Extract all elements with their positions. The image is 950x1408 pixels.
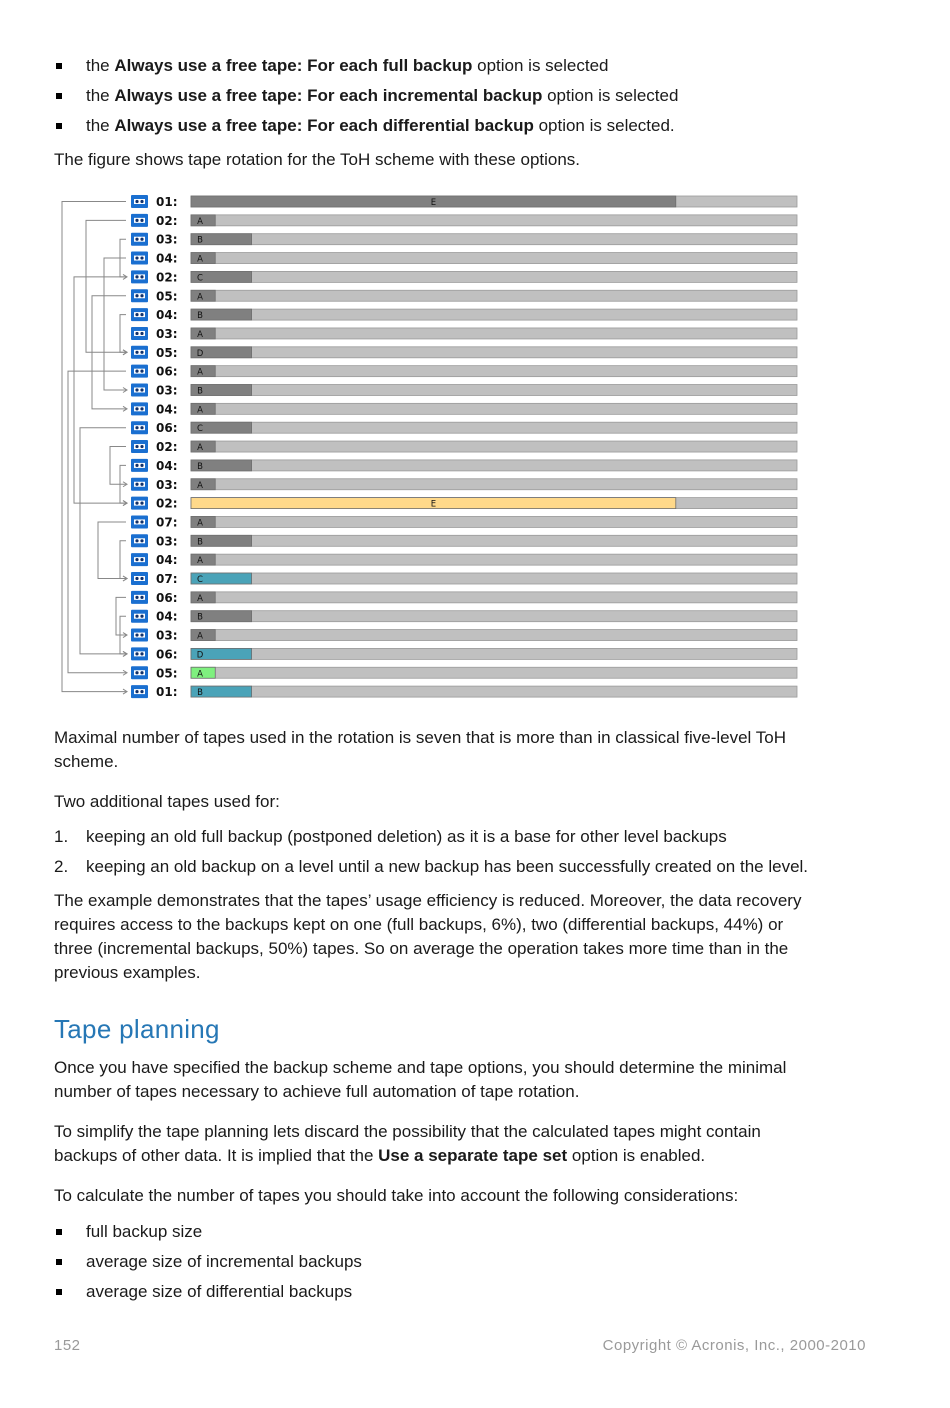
copyright: Copyright © Acronis, Inc., 2000-2010 <box>602 1337 866 1354</box>
cassette-reel <box>135 370 138 373</box>
backup-level-letter: B <box>197 688 203 699</box>
tape-capacity-bar <box>191 403 797 414</box>
bullet-marker <box>56 1289 62 1295</box>
cassette-reel <box>135 577 138 580</box>
tape-row <box>131 214 797 228</box>
cassette-reel <box>135 615 138 618</box>
cassette-reel <box>140 633 143 636</box>
tape-capacity-bar <box>191 253 797 264</box>
cassette-reel <box>140 464 143 467</box>
paragraph-line: To simplify the tape planning lets discard the possibility that the calculated tapes might contain <box>54 1122 761 1141</box>
tape-row <box>131 252 797 266</box>
bullet-marker <box>56 1229 62 1235</box>
backup-level-letter: B <box>197 612 203 623</box>
item-number: 2. <box>54 857 69 876</box>
tape-row <box>131 666 797 680</box>
paragraph-line: Once you have specified the backup scheme and tape options, you should determine the minimal <box>54 1058 787 1077</box>
paragraph-line: backups of other data. It is implied that the Use a separate tape set option is enabled. <box>54 1146 706 1165</box>
backup-level-letter: D <box>196 650 204 661</box>
backup-level-letter: E <box>430 198 437 208</box>
paragraph-additional: Two additional tapes used for: <box>54 792 280 811</box>
tape-capacity-bar <box>191 554 797 565</box>
tape-label: 05: <box>156 345 178 360</box>
rotation-connector <box>104 258 126 390</box>
tape-capacity-bar <box>191 441 797 452</box>
tape-label: 03: <box>156 534 178 549</box>
tape-usage-fill <box>191 592 215 603</box>
tape-capacity-bar <box>191 422 797 433</box>
bullet-text: the Always use a free tape: For each differential backup option is selected. <box>86 116 675 135</box>
bullet-marker <box>56 93 62 99</box>
cassette-reel <box>140 238 143 241</box>
tape-capacity-bar <box>191 573 797 584</box>
cassette-reel <box>135 256 138 259</box>
cassette-reel <box>135 238 138 241</box>
tape-usage-fill <box>191 667 215 678</box>
cassette-reel <box>135 445 138 448</box>
cassette-reel <box>140 332 143 335</box>
tape-row <box>131 440 797 454</box>
tape-capacity-bar <box>191 667 797 678</box>
cassette-reel <box>140 596 143 599</box>
paragraph-max-tapes <box>54 726 874 774</box>
backup-level-letter: A <box>197 367 203 378</box>
tape-usage-fill <box>191 630 215 641</box>
bullet-marker <box>56 123 62 129</box>
bullet-marker <box>56 1259 62 1265</box>
tape-capacity-bar <box>191 328 797 339</box>
item-text: keeping an old backup on a level until a new backup has been successfully created on the level. <box>86 857 809 876</box>
tape-label: 02: <box>156 496 178 511</box>
backup-level-letter: B <box>197 461 203 472</box>
backup-level-letter: A <box>197 292 203 303</box>
cassette-reel <box>135 200 138 203</box>
tape-usage-fill <box>191 290 215 301</box>
cassette-reel <box>140 577 143 580</box>
tape-row <box>131 327 797 341</box>
tape-row <box>131 591 797 605</box>
cassette-reel <box>135 219 138 222</box>
tape-row <box>131 629 797 643</box>
tape-row <box>131 459 797 473</box>
tape-label: 04: <box>156 308 178 323</box>
tape-usage-fill <box>191 366 215 377</box>
tape-row <box>131 534 797 548</box>
cassette-reel <box>140 539 143 542</box>
tape-row <box>131 553 797 567</box>
paragraph-line: previous examples. <box>54 963 201 982</box>
backup-level-letter: A <box>197 631 203 642</box>
section-heading: Tape planning <box>54 1014 220 1044</box>
bullet-text: the Always use a free tape: For each incremental backup option is selected <box>86 86 679 105</box>
tape-label: 05: <box>156 666 178 681</box>
cassette-reel <box>135 313 138 316</box>
paragraph-calculate: To calculate the number of tapes you should take into account the following considerations: <box>54 1186 739 1205</box>
rotation-connector <box>80 428 126 654</box>
tape-row <box>131 289 797 303</box>
tape-row <box>131 308 797 322</box>
backup-level-letter: B <box>197 537 203 548</box>
tape-row <box>131 685 797 699</box>
tape-capacity-bar <box>191 479 797 490</box>
tape-label: 04: <box>156 553 178 568</box>
cassette-reel <box>135 332 138 335</box>
tape-capacity-bar <box>191 290 797 301</box>
tape-row <box>131 478 797 492</box>
rotation-connector <box>120 541 126 579</box>
bullet-text: full backup size <box>86 1222 203 1241</box>
cassette-reel <box>140 200 143 203</box>
cassette-reel <box>135 558 138 561</box>
backup-level-letter: E <box>430 499 437 510</box>
item-text: keeping an old full backup (postponed deletion) as it is a base for other level backups <box>86 827 727 846</box>
tape-usage-fill <box>191 441 215 452</box>
backup-level-letter: A <box>197 480 203 491</box>
paragraph-line: The example demonstrates that the tapes’ usage efficiency is reduced. Moreover, the data recovery <box>54 891 802 910</box>
backup-level-letter: C <box>197 575 203 585</box>
backup-level-letter: A <box>197 329 203 340</box>
tape-label: 03: <box>156 477 178 492</box>
cassette-reel <box>135 690 138 693</box>
tape-capacity-bar <box>191 648 797 659</box>
paragraph-line: requires access to the backups kept on one (full backups, 6%), two (differential backups, 44%) or <box>54 915 784 934</box>
cassette-reel <box>135 294 138 297</box>
backup-level-letter: B <box>197 235 203 246</box>
cassette-reel <box>140 370 143 373</box>
tape-row <box>131 515 797 529</box>
cassette-reel <box>140 351 143 354</box>
paragraph-line: Maximal number of tapes used in the rotation is seven that is more than in classical five-level ToH <box>54 728 786 747</box>
paragraph-line: number of tapes necessary to achieve full automation of tape rotation. <box>54 1082 580 1101</box>
tape-row <box>131 647 797 661</box>
tape-label: 04: <box>156 458 178 473</box>
bullet-marker <box>56 63 62 69</box>
tape-label: 06: <box>156 590 178 605</box>
item-number: 1. <box>54 827 69 846</box>
tape-row <box>131 572 797 586</box>
tape-label: 03: <box>156 383 178 398</box>
rotation-connector <box>98 522 126 579</box>
cassette-reel <box>135 596 138 599</box>
cassette-reel <box>135 275 138 278</box>
backup-level-letter: C <box>197 273 203 284</box>
tape-usage-fill <box>191 253 215 264</box>
cassette-reel <box>135 652 138 655</box>
cassette-reel <box>135 539 138 542</box>
cassette-reel <box>140 520 143 523</box>
cassette-reel <box>140 652 143 655</box>
tape-capacity-bar <box>191 271 797 282</box>
cassette-reel <box>140 294 143 297</box>
backup-level-letter: A <box>197 443 203 454</box>
backup-level-letter: A <box>197 556 203 567</box>
tape-capacity-bar <box>191 535 797 546</box>
figure-intro: The figure shows tape rotation for the ToH scheme with these options. <box>54 150 581 169</box>
cassette-reel <box>140 219 143 222</box>
backup-level-letter: D <box>196 348 204 359</box>
cassette-reel <box>135 407 138 410</box>
cassette-reel <box>140 558 143 561</box>
bullet-text: average size of differential backups <box>86 1282 353 1301</box>
tape-row <box>131 195 797 209</box>
cassette-reel <box>140 256 143 259</box>
backup-level-letter: A <box>197 405 203 416</box>
cassette-reel <box>140 690 143 693</box>
bullet-text: the Always use a free tape: For each full backup option is selected <box>86 56 609 75</box>
tape-row <box>131 610 797 624</box>
cassette-reel <box>140 407 143 410</box>
bullet-text: average size of incremental backups <box>86 1252 362 1271</box>
tape-rotation-figure <box>54 188 804 703</box>
tape-label: 04: <box>156 402 178 417</box>
cassette-reel <box>135 388 138 391</box>
backup-level-letter: A <box>197 518 203 529</box>
tape-usage-fill <box>191 403 215 414</box>
tape-row <box>131 346 797 360</box>
paragraph-line: scheme. <box>54 752 119 771</box>
rotation-brackets <box>62 202 127 695</box>
cassette-reel <box>140 671 143 674</box>
cassette-reel <box>140 388 143 391</box>
paragraph-once <box>54 1056 874 1104</box>
tape-label: 06: <box>156 364 178 379</box>
cassette-reel <box>140 426 143 429</box>
cassette-reel <box>135 671 138 674</box>
cassette-reel <box>140 615 143 618</box>
tape-capacity-bar <box>191 516 797 527</box>
paragraph-line: three (incremental backups, 50%) tapes. So on average the operation takes more time than in the <box>54 939 789 958</box>
tape-row <box>131 402 797 416</box>
tape-label: 04: <box>156 609 178 624</box>
tape-label: 06: <box>156 421 178 436</box>
tape-usage-fill <box>191 328 215 339</box>
tape-label: 02: <box>156 270 178 285</box>
tape-row <box>131 497 797 511</box>
tape-capacity-bar <box>191 611 797 622</box>
paragraph-example <box>54 889 874 985</box>
tape-row <box>131 384 797 398</box>
tape-label: 07: <box>156 572 178 586</box>
tape-usage-fill <box>191 215 215 226</box>
tape-usage-fill <box>191 516 215 527</box>
tape-capacity-bar <box>191 592 797 603</box>
cassette-reel <box>135 426 138 429</box>
rotation-connector <box>120 315 126 353</box>
cassette-reel <box>140 313 143 316</box>
tape-row <box>131 365 797 379</box>
tape-row <box>131 421 797 435</box>
tape-rows <box>131 195 797 699</box>
tape-capacity-bar <box>191 385 797 396</box>
tape-row <box>131 233 797 247</box>
tape-capacity-bar <box>191 347 797 358</box>
cassette-reel <box>135 464 138 467</box>
cassette-reel <box>135 520 138 523</box>
tape-label: 07: <box>156 515 178 530</box>
backup-level-letter: A <box>197 593 203 604</box>
tape-usage-fill <box>191 479 215 490</box>
tape-label: 03: <box>156 232 178 247</box>
backup-level-letter: B <box>197 311 203 322</box>
cassette-reel <box>135 483 138 486</box>
tape-capacity-bar <box>191 630 797 641</box>
tape-capacity-bar <box>191 234 797 245</box>
cassette-reel <box>135 351 138 354</box>
cassette-reel <box>135 633 138 636</box>
tape-label: 01: <box>156 195 178 209</box>
tape-capacity-bar <box>191 215 797 226</box>
tape-label: 03: <box>156 326 178 341</box>
tape-label: 02: <box>156 213 178 228</box>
tape-capacity-bar <box>191 686 797 697</box>
tape-label: 03: <box>156 628 178 643</box>
backup-level-letter: B <box>197 386 203 397</box>
page-number: 152 <box>54 1337 81 1354</box>
tape-label: 05: <box>156 289 178 304</box>
cassette-reel <box>135 502 138 505</box>
tape-capacity-bar <box>191 366 797 377</box>
tape-row <box>131 270 797 284</box>
tape-capacity-bar <box>191 309 797 320</box>
backup-level-letter: A <box>197 216 203 227</box>
cassette-reel <box>140 445 143 448</box>
tape-capacity-bar <box>191 460 797 471</box>
tape-label: 06: <box>156 647 178 662</box>
tape-usage-fill <box>191 554 215 565</box>
cassette-reel <box>140 483 143 486</box>
cassette-reel <box>140 275 143 278</box>
backup-level-letter: A <box>197 669 203 680</box>
paragraph-simplify <box>54 1120 874 1168</box>
tape-label: 01: <box>156 685 178 700</box>
tape-label: 04: <box>156 251 178 266</box>
cassette-reel <box>140 502 143 505</box>
backup-level-letter: A <box>197 254 203 265</box>
tape-label: 02: <box>156 440 178 455</box>
backup-level-letter: C <box>197 424 203 435</box>
